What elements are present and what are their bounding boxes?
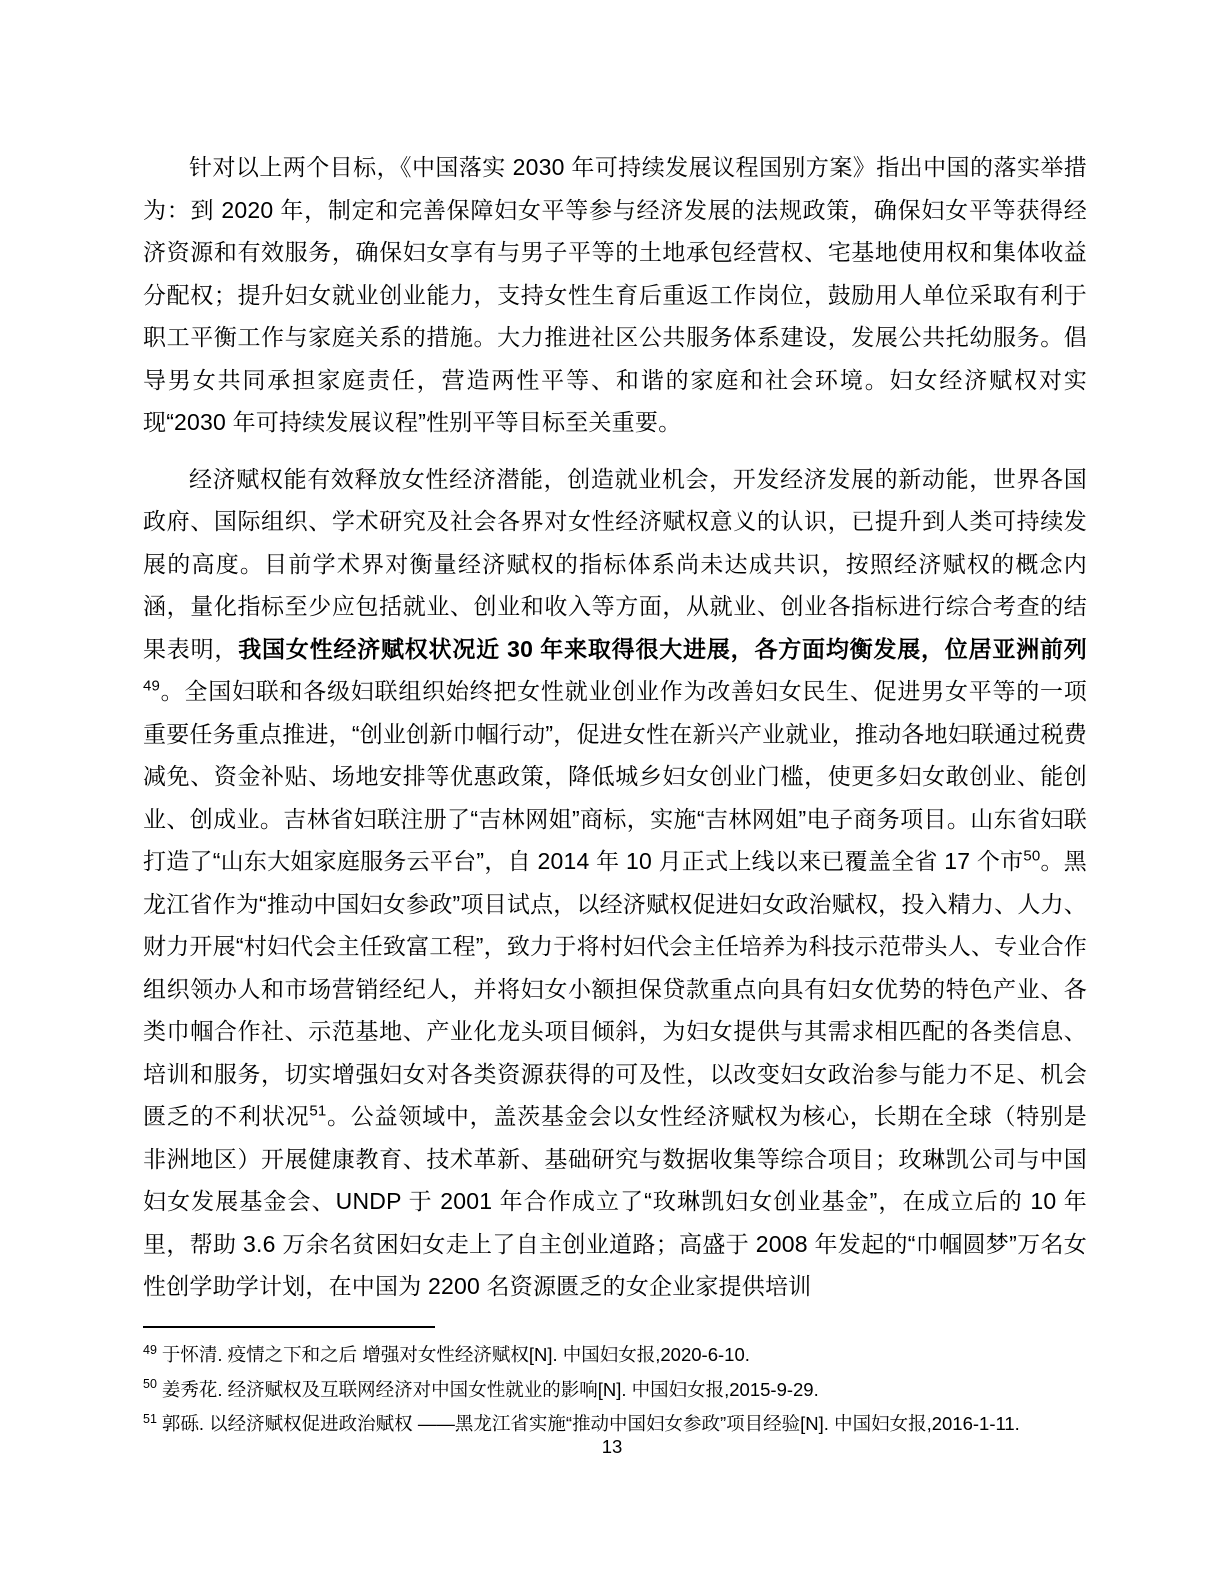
footnote-item-50	[143, 1373, 1087, 1408]
paragraph-1	[143, 146, 1087, 444]
footnote-separator	[143, 1326, 435, 1328]
para2-run-bold: 我国女性经济赋权状况近 30 年来取得很大进展，各方面均衡发展，位居亚洲前列	[238, 635, 1087, 662]
footnote-ref-50-marker: 50	[1023, 847, 1041, 865]
para2-run-normal-2: 。全国妇联和各级妇联组织始终把女性就业创业作为改善妇女民生、促进男女平等的一项重要任务重点推进，“创业创新巾帼行动”，促进女性在新兴产业就业，推动各地妇联通过税费减免、资金补贴、场地安排等优惠政策，降低城乡妇女创业门槛，使更多妇女敢创业、能创业、创成业。吉林省妇联注册了“吉林网姐”商标，实施“吉林网姐”电子商务项目。山东省妇联打造了“山东大姐家庭服务云平台”，自 2014 年 10 月正式上线以来已覆盖全省 17 个市	[143, 678, 1087, 874]
para2-run-normal-4: 。公益领域中，盖茨基金会以女性经济赋权为核心，长期在全球（特别是非洲地区）开展健康教育、技术革新、基础研究与数据收集等综合项目；玫琳凯公司与中国妇女发展基金会、UNDP 于 2001 年合作成立了“玫琳凯妇女创业基金”，在成立后的 10 年里，帮助 3.6 万余名贫困妇女走上了自主创业道路；高盛于 2008 年发起的“巾帼圆梦”万名女性创学助学计划，在中国为 2200 名资源匮乏的女企业家提供培训	[143, 1103, 1087, 1299]
footnotes-section	[143, 1326, 1087, 1442]
footnote-ref-51-marker: 51	[309, 1102, 327, 1120]
para2-run-normal-1: 经济赋权能有效释放女性经济潜能，创造就业机会，开发经济发展的新动能，世界各国政府、国际组织、学术研究及社会各界对女性经济赋权意义的认识，已提升到人类可持续发展的高度。目前学术界对衡量经济赋权的指标体系尚未达成共识，按照经济赋权的概念内涵，量化指标至少应包括就业、创业和收入等方面，从就业、创业各指标进行综合考查的结果表明，	[143, 465, 1087, 662]
body-text	[143, 146, 1087, 1308]
footnote-51-number: 51	[143, 1411, 157, 1426]
footnote-item-49	[143, 1338, 1087, 1373]
footnote-49-number: 49	[143, 1342, 157, 1357]
para2-run-normal-3: 。黑龙江省作为“推动中国妇女参政”项目试点，以经济赋权促进妇女政治赋权，投入精力、人力、财力开展“村妇代会主任致富工程”，致力于将村妇代会主任培养为科技示范带头人、专业合作组织领办人和市场营销经纪人，并将妇女小额担保贷款重点向具有妇女优势的特色产业、各类巾帼合作社、示范基地、产业化龙头项目倾斜，为妇女提供与其需求相匹配的各类信息、培训和服务，切实增强妇女对各类资源获得的可及性，以改变妇女政治参与能力不足、机会匮乏的不利状况	[143, 848, 1087, 1129]
footnote-50-number: 50	[143, 1377, 157, 1392]
footnote-ref-49-marker: 49	[143, 677, 161, 695]
footnote-50-text: 姜秀花. 经济赋权及互联网经济对中国女性就业的影响[N]. 中国妇女报,2015-9-29.	[161, 1378, 819, 1400]
footnote-51-text: 郭砾. 以经济赋权促进政治赋权 ——黑龙江省实施“推动中国妇女参政”项目经验[N]. 中国妇女报,2016-1-11.	[161, 1413, 1020, 1434]
page-number: 13	[601, 1436, 623, 1457]
paragraph-2	[143, 458, 1087, 1308]
paragraph-1-text: 针对以上两个目标，《中国落实 2030 年可持续发展议程国别方案》指出中国的落实举措为：到 2020 年，制定和完善保障妇女平等参与经济发展的法规政策，确保妇女平等获得经济资源和有效服务，确保妇女享有与男子平等的土地承包经营权、宅基地使用权和集体收益分配权；提升妇女就业创业能力，支持女性生育后重返工作岗位，鼓励用人单位采取有利于职工平衡工作与家庭关系的措施。大力推进社区公共服务体系建设，发展公共托幼服务。倡导男女共同承担家庭责任，营造两性平等、和谐的家庭和社会环境。妇女经济赋权对实现“2030 年可持续发展议程”性别平等目标至关重要。	[143, 154, 1087, 435]
footnote-49-text: 于怀清. 疫情之下和之后 增强对女性经济赋权[N]. 中国妇女报,2020-6-10.	[161, 1344, 750, 1365]
